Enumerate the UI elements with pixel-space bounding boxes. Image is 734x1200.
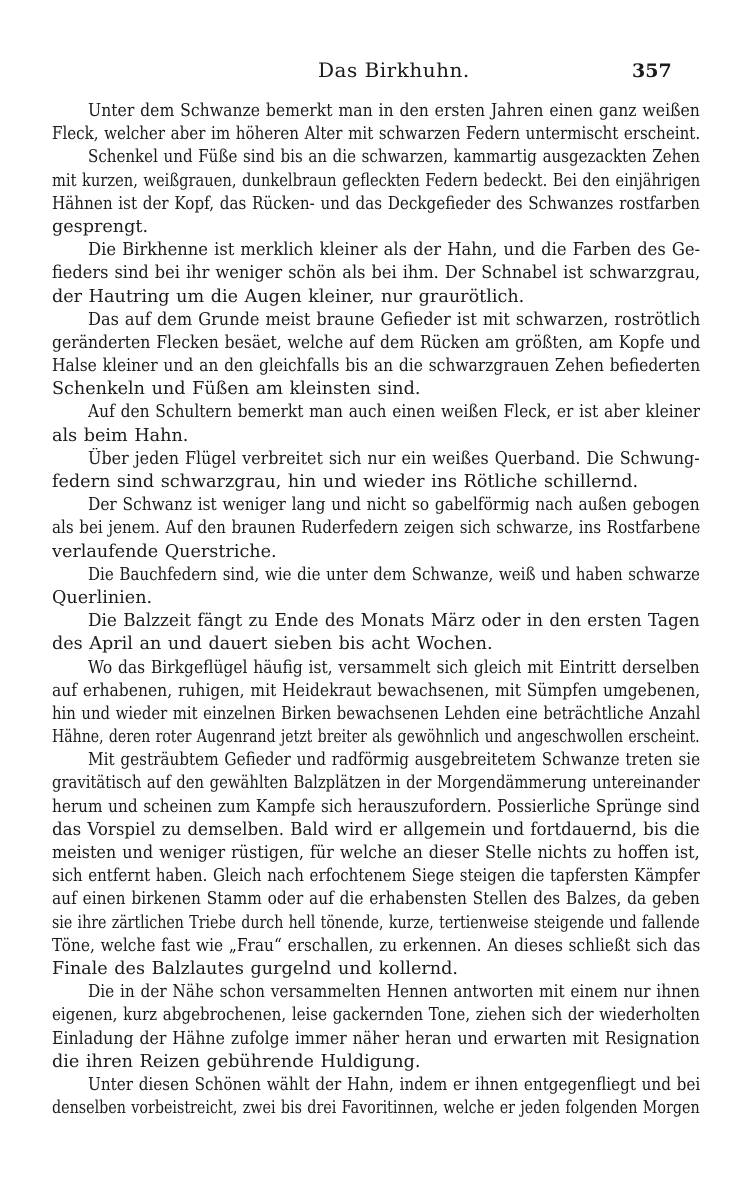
text-line: hin und wieder mit einzelnen Birken bewachsenen Lehden eine beträchtliche Anzahl: [52, 703, 700, 724]
text-line: das Vorspiel zu demselben. Bald wird er allgemein und fortdauernd, bis die: [52, 819, 700, 840]
running-title: Das Birkhuhn.: [318, 58, 470, 82]
text-line: Der Schwanz ist weniger lang und nicht so gabelförmig nach außen gebogen: [88, 495, 700, 516]
text-line: herum und scheinen zum Kampfe sich herauszufordern. Possierliche Sprünge sind: [52, 796, 700, 817]
text-line: sie ihre zärtlichen Triebe durch hell tönende, kurze, tertienweise steigende und fallende: [52, 912, 700, 933]
text-line: der Hautring um die Augen kleiner, nur graurötlich.: [52, 286, 525, 307]
text-line: Unter diesen Schönen wählt der Hahn, indem er ihnen entgegenfliegt und bei: [88, 1074, 700, 1095]
page-header: [0, 58, 734, 88]
text-line: Finale des Balzlautes gurgelnd und kollernd.: [52, 958, 458, 979]
text-line: Unter dem Schwanze bemerkt man in den ersten Jahren einen ganz weißen: [88, 101, 700, 121]
text-line: auf erhabenen, ruhigen, mit Heidekraut bewachsenen, mit Sümpfen umgebenen,: [52, 680, 700, 701]
text-line: Schenkeln und Füßen am kleinsten sind.: [52, 379, 421, 400]
text-line: mit kurzen, weißgrauen, dunkelbraun gefleckten Federn bedeckt. Bei den einjährigen: [52, 170, 700, 191]
text-line: Einladung der Hähne zufolge immer näher heran und erwarten mit Resignation: [52, 1028, 700, 1049]
text-line: Wo das Birkgeflügel häufig ist, versammelt sich gleich mit Eintritt derselben: [88, 657, 700, 678]
text-line: Die Balzzeit fängt zu Ende des Monats März oder in den ersten Tagen: [88, 611, 700, 632]
text-line: denselben vorbeistreicht, zwei bis drei Favoritinnen, welche er jeden folgenden Morgen: [52, 1098, 700, 1119]
text-line: Über jeden Flügel verbreitet sich nur ein weißes Querband. Die Schwung-: [88, 448, 700, 469]
text-line: eigenen, kurz abgebrochenen, leise gackernden Tone, ziehen sich der wiederholten: [52, 1005, 700, 1026]
text-line: Hähne, deren roter Augenrand jetzt breiter als gewöhnlich und angeschwollen erscheint.: [52, 727, 700, 748]
text-line: gesprengt.: [52, 216, 149, 237]
text-line: als beim Hahn.: [52, 425, 189, 446]
text-line: fieders sind bei ihr weniger schön als bei ihm. Der Schnabel ist schwarzgrau,: [52, 263, 700, 284]
text-line: Hähnen ist der Kopf, das Rücken- und das Deckgefieder des Schwanzes rostfarben: [52, 193, 700, 214]
text-line: sich entfernt haben. Gleich nach erfochtenem Siege steigen die tapfersten Kämpfer: [52, 866, 700, 887]
text-line: Auf den Schultern bemerkt man auch einen weißen Fleck, er ist aber kleiner: [88, 402, 700, 423]
text-line: als bei jenem. Auf den braunen Ruderfedern zeigen sich schwarze, ins Rostfarbene: [52, 518, 700, 539]
text-line: Die in der Nähe schon versammelten Hennen antworten mit einem nur ihnen: [88, 982, 700, 1003]
text-line: federn sind schwarzgrau, hin und wieder ins Rötliche schillernd.: [52, 472, 639, 492]
body-text: [52, 100, 700, 1120]
page-number: 357: [632, 60, 672, 82]
text-line: Mit gesträubtem Gefieder und radförmig ausgebreitetem Schwanze treten sie: [88, 750, 700, 771]
text-line: Halse kleiner und an den gleichfalls bis an die schwarzgrauen Zehen befiederten: [52, 356, 700, 377]
text-line: Die Birkhenne ist merklich kleiner als der Hahn, und die Farben des Ge-: [88, 240, 700, 261]
text-line: gravitätisch auf den gewählten Balzplätzen in der Morgendämmerung untereinander: [52, 773, 700, 794]
text-line: Das auf dem Grunde meist braune Gefieder ist mit schwarzen, roströtlich: [88, 309, 700, 330]
text-line: Die Bauchfedern sind, wie die unter dem Schwanze, weiß und haben schwarze: [88, 564, 700, 585]
text-line: auf einen birkenen Stamm oder auf die erhabensten Stellen des Balzes, da geben: [52, 889, 700, 910]
text-line: Fleck, welcher aber im höheren Alter mit schwarzen Federn untermischt erscheint.: [52, 124, 700, 145]
text-line: Schenkel und Füße sind bis an die schwarzen, kammartig ausgezackten Zehen: [88, 147, 700, 168]
text-line: geränderten Flecken besäet, welche auf dem Rücken am größten, am Kopfe und: [52, 332, 700, 353]
text-line: die ihren Reizen gebührende Huldigung.: [52, 1051, 421, 1072]
text-line: meisten und weniger rüstigen, für welche an dieser Stelle nichts zu hoffen ist,: [52, 843, 700, 863]
text-line: Töne, welche fast wie „Frau“ erschallen, zu erkennen. An dieses schließt sich das: [52, 935, 700, 956]
text-line: des April an und dauert sieben bis acht Wochen.: [52, 634, 493, 655]
text-line: verlaufende Querstriche.: [52, 541, 277, 562]
text-line: Querlinien.: [52, 587, 153, 608]
